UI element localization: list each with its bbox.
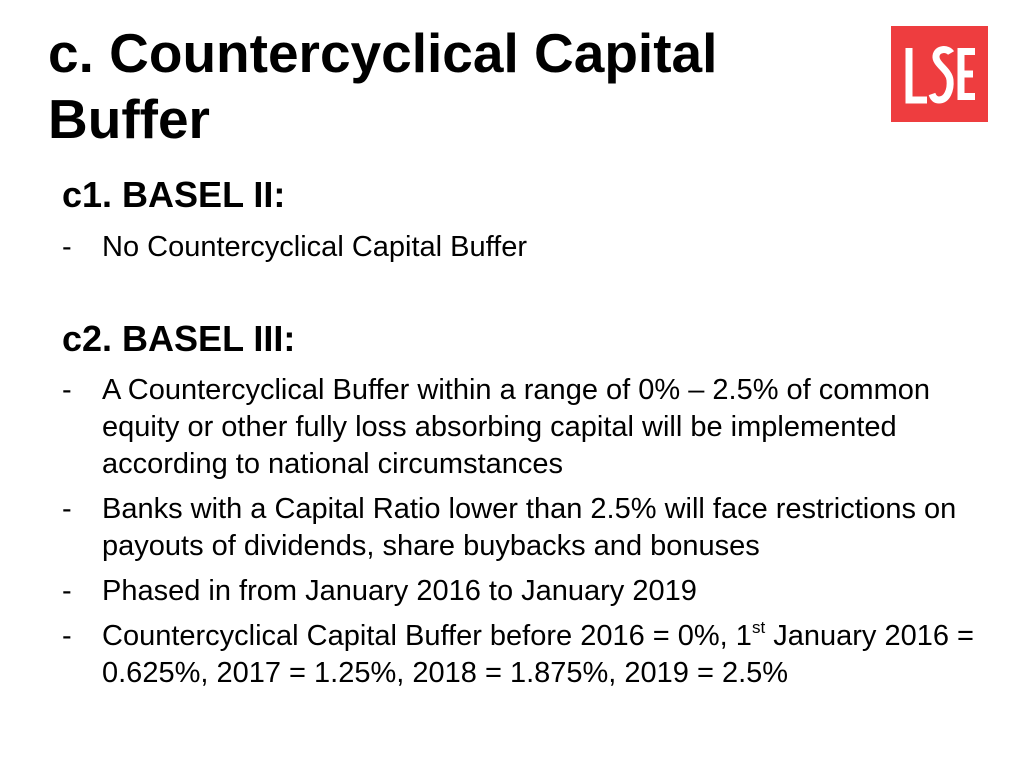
- basel-ii-bullet-list: [62, 229, 992, 274]
- bullet-item: [62, 229, 992, 266]
- slide-title: c. Countercyclical Capital Buffer: [48, 22, 718, 150]
- bullet-marker: -: [62, 620, 72, 652]
- lse-logo: [891, 26, 988, 122]
- bullet-text: Banks with a Capital Ratio lower than 2.5% will face restrictions on payouts of dividends, share buybacks and bonuses: [102, 493, 957, 562]
- bullet-text-part: January 2016 = 0.625%, 2017 = 1.25%, 2018 = 1.875%, 2019 = 2.5%: [102, 620, 974, 689]
- lse-logo-letters: [891, 26, 988, 122]
- bullet-text-part: Countercyclical Capital Buffer before 2016 = 0%, 1: [102, 620, 752, 652]
- bullet-marker: -: [62, 231, 72, 263]
- ordinal-superscript: st: [751, 618, 766, 637]
- bullet-text: A Countercyclical Buffer within a range of 0% – 2.5% of common equity or other fully loss absorbing capital will be implemented according to national circumstances: [102, 374, 931, 480]
- bullet-marker: -: [62, 493, 72, 525]
- bullet-item: [62, 573, 992, 610]
- basel-iii-bullet-list: [62, 372, 992, 700]
- bullet-item: [62, 491, 992, 565]
- bullet-text: [102, 620, 974, 689]
- section-heading-basel-iii: c2. BASEL III:: [62, 318, 296, 359]
- bullet-text: No Countercyclical Capital Buffer: [102, 231, 527, 263]
- bullet-item: [62, 618, 992, 692]
- bullet-item: [62, 372, 992, 483]
- section-heading-basel-ii: c1. BASEL II:: [62, 174, 286, 215]
- bullet-text: Phased in from January 2016 to January 2019: [102, 575, 697, 607]
- bullet-marker: -: [62, 374, 72, 406]
- bullet-marker: -: [62, 575, 72, 607]
